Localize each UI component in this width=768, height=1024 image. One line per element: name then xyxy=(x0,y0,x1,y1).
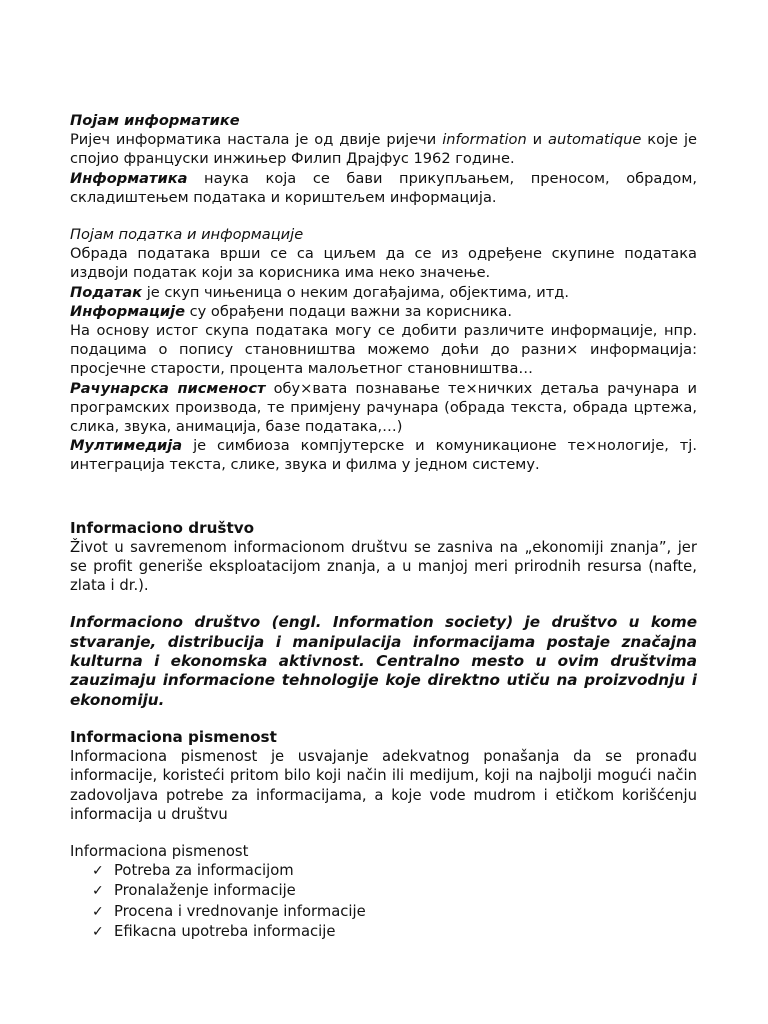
checklist xyxy=(70,861,697,942)
paragraph: Обрада података врши се са циљем да се из одређене скупине података издвоји податак који за корисника има неко значење. xyxy=(70,245,697,282)
paragraph xyxy=(70,283,697,302)
checkmark-icon: ✓ xyxy=(92,903,104,920)
paragraph: Život u savremenom informacionom društvu se zasniva na „ekonomiji znanja”, jer se profit generiše eksploatacijom znanja, a u manjoj meri prirodnih resursa (nafte, zlata i dr.). xyxy=(70,538,697,595)
section-title: Појам информатике xyxy=(70,112,240,129)
definition-text: је скуп чињеница о неким догађајима, објектима, итд. xyxy=(142,283,570,301)
term: Информатика xyxy=(70,169,188,187)
term: Рачунарска писменост xyxy=(70,379,266,397)
section-information-literacy xyxy=(70,728,697,942)
list-item-label: Potreba za informacijom xyxy=(114,862,294,880)
definition-text: наука која се бави прикупљањем, преносом, обрадом, складиштењем података и кориштељем информација. xyxy=(70,169,697,206)
document-page xyxy=(70,111,697,942)
term-italic: information xyxy=(442,131,527,149)
text: Ријеч информатика настала је од двије ријечи xyxy=(70,131,443,149)
list-item xyxy=(92,922,697,942)
term: Податак xyxy=(70,283,143,301)
paragraph xyxy=(70,130,697,168)
text: и xyxy=(526,131,549,149)
list-item xyxy=(92,881,697,901)
paragraph: На основу истог скупа података могу се добити различите информације, нпр. подацима о попису становништва можемо доћи до разни× информација: просјечне старости, процента малољетног становништва… xyxy=(70,322,697,378)
paragraph xyxy=(70,379,697,437)
checkmark-icon: ✓ xyxy=(92,923,104,940)
term: Информације xyxy=(70,302,185,320)
list-item xyxy=(92,861,697,881)
thesis-paragraph: Informaciono društvo (engl. Information society) je društvo u kome stvaranje, distribucija i manipulacija informacijama postaje značajna kulturna i ekonomska aktivnost. Centralno mesto u ovim društvima zauzimaju informacione tehnologije koje direktno utiču na proizvodnju i ekonomiju. xyxy=(70,613,697,709)
definition-text: је симбиоза компјутерске и комуникационе те×нологије, тј. интеграција текста, слике, звука и филма у једном систему. xyxy=(70,437,697,474)
list-item-label: Procena i vrednovanje informacije xyxy=(114,902,366,920)
paragraph xyxy=(70,436,697,474)
term: Мултимедија xyxy=(70,437,183,455)
section-information-society xyxy=(70,519,697,710)
list-item-label: Pronalaženje informacije xyxy=(114,882,296,900)
section-title: Informaciona pismenost xyxy=(70,727,277,746)
list-item-label: Efikacna upotreba informacije xyxy=(114,922,336,940)
paragraph xyxy=(70,302,697,321)
term-italic: automatique xyxy=(548,131,642,149)
paragraph xyxy=(70,169,697,207)
section-title: Informaciono društvo xyxy=(70,518,255,537)
paragraph: Informaciona pismenost je usvajanje adekvatnog ponašanja da se pronađu informacije, koristeći pritom bilo koji način ili medijum, koji na najbolji mogući način zadovoljava potrebe za informacijama, a koje vode mudrom i etičkom korišćenju informacija u društvu xyxy=(70,748,697,823)
definition-text: обу×вата познавање те×ничких детаља рачунара и програмских производа, те примјену рачунара (обрада текста, обрада цртежа, слика, звука, анимација, базе података,…) xyxy=(70,379,697,436)
text: које је спојио француски инжињер Филип Драјфус 1962 године. xyxy=(70,131,697,168)
list-title: Informaciona pismenost xyxy=(70,842,249,860)
checkmark-icon: ✓ xyxy=(92,883,104,900)
section-informatics xyxy=(70,111,697,207)
section-data-information xyxy=(70,225,697,475)
checkmark-icon: ✓ xyxy=(92,863,104,880)
definition-text: су обрађени подаци важни за корисника. xyxy=(184,302,513,320)
list-item xyxy=(92,902,697,922)
section-title: Појам податка и информације xyxy=(70,226,304,244)
